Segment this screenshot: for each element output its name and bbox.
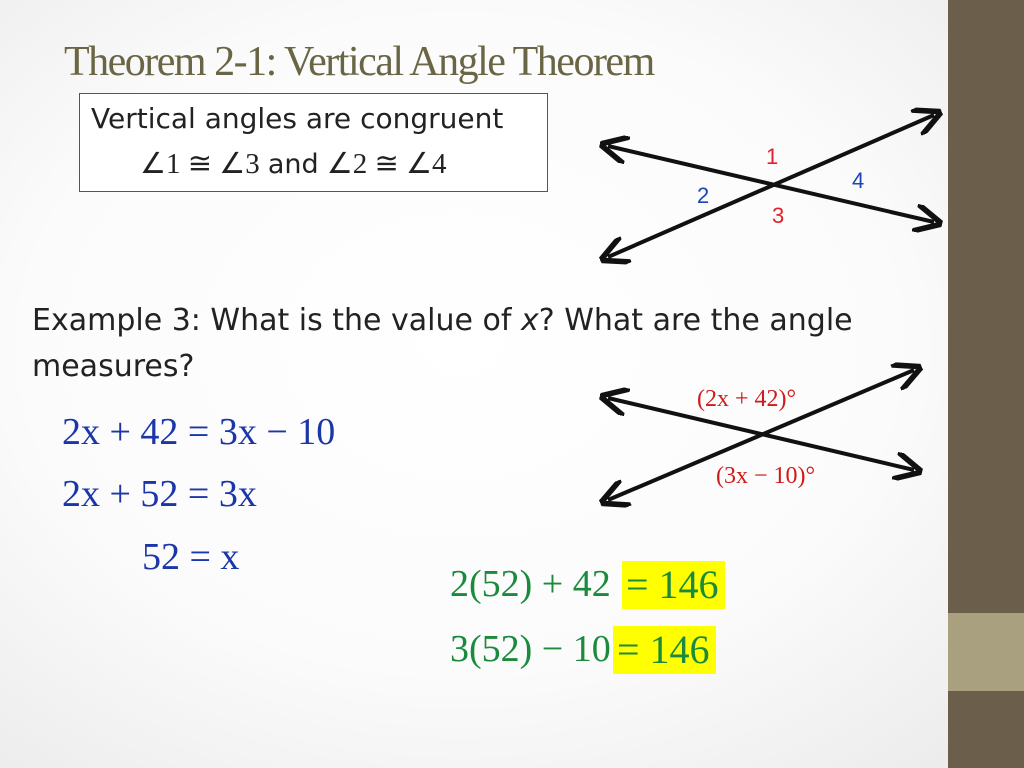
diagram1-line-b bbox=[608, 115, 934, 257]
congruence-1-3: ∠1 ≅ ∠3 bbox=[140, 148, 260, 180]
congruence-and: and bbox=[267, 149, 319, 180]
solution-step-3: 52 = x bbox=[142, 536, 240, 578]
angle-label-4: 4 bbox=[852, 168, 865, 193]
check-result-2: = 146 bbox=[613, 626, 716, 674]
check-expression-1: 2(52) + 42 bbox=[450, 563, 611, 605]
vertical-angles-diagram-1 bbox=[608, 115, 934, 257]
theorem-statement: Vertical angles are congruent bbox=[91, 102, 504, 135]
angle-label-3: 3 bbox=[772, 203, 785, 228]
example-suffix: ? What are the angle measures? bbox=[32, 303, 853, 384]
angle-expr-top: (2x + 42)° bbox=[697, 386, 797, 412]
angle-label-1: 1 bbox=[766, 144, 779, 169]
congruence-2-4: ∠2 ≅ ∠4 bbox=[326, 148, 447, 180]
angle-expr-bottom: (3x − 10)° bbox=[716, 463, 816, 489]
example-prefix: Example 3: What is the value of bbox=[32, 303, 521, 338]
check-result-1: = 146 bbox=[622, 561, 725, 609]
example-variable: x bbox=[520, 303, 539, 338]
angle-label-2: 2 bbox=[697, 183, 710, 208]
check-expression-2: 3(52) − 10 bbox=[450, 628, 611, 670]
slide-title: Theorem 2-1: Vertical Angle Theorem bbox=[64, 39, 654, 85]
solution-step-2: 2x + 52 = 3x bbox=[62, 473, 257, 515]
example-question bbox=[32, 298, 932, 390]
solution-step-1: 2x + 42 = 3x − 10 bbox=[62, 411, 336, 453]
